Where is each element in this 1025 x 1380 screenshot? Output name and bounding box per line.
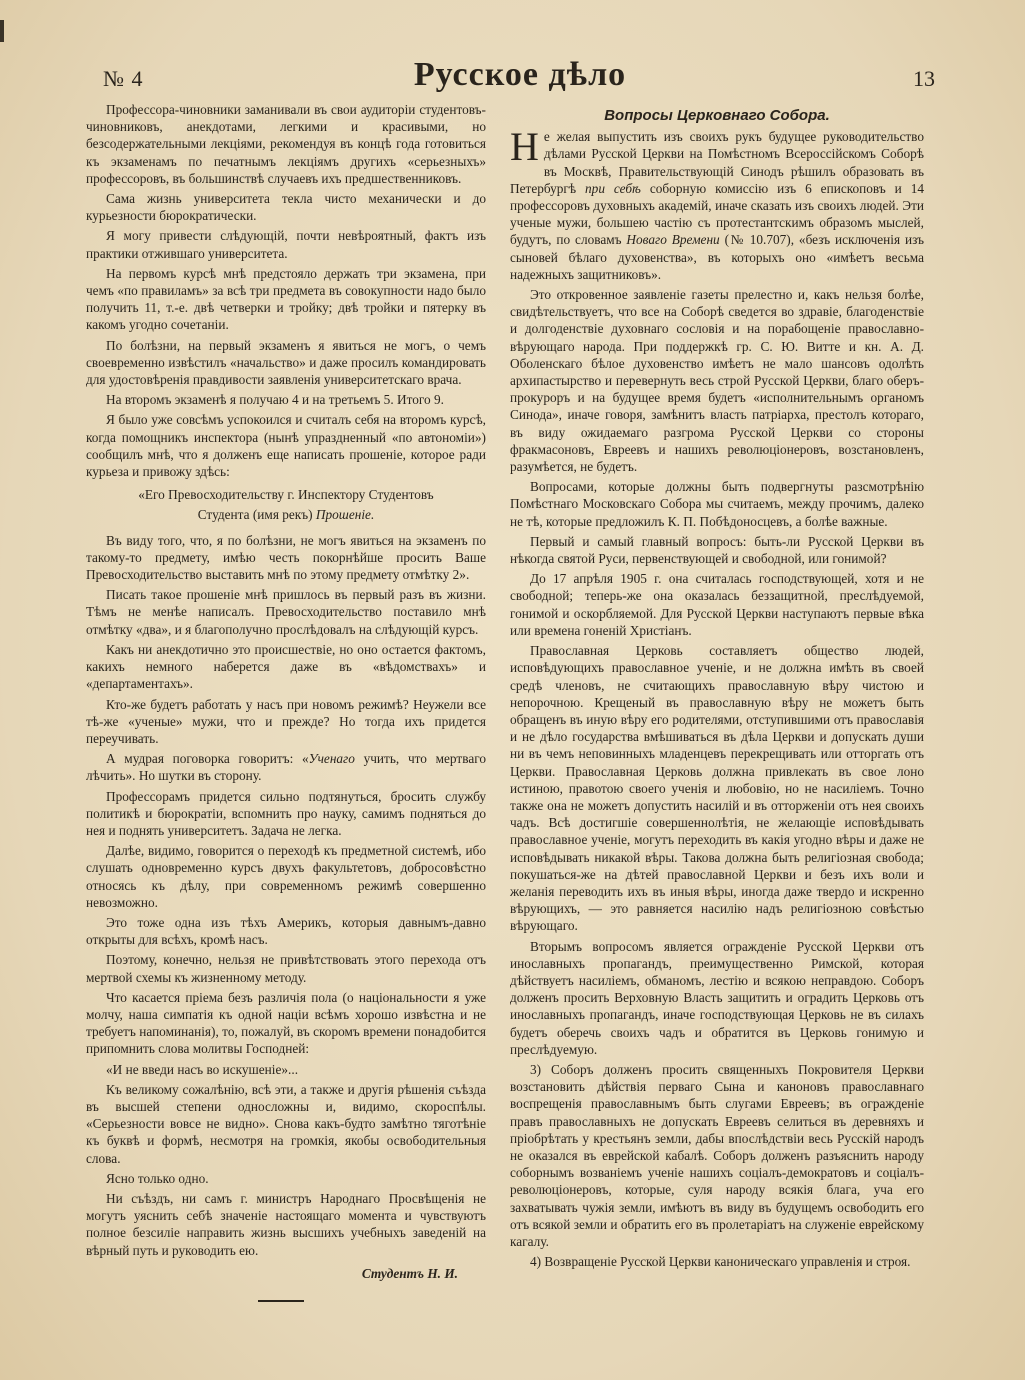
paragraph: Я было уже совсѣмъ успокоился и считалъ себя на второмъ курсѣ, когда помощникъ инспектора (нынѣ упраздненный «по автономіи») сообщилъ мнѣ, что я долженъ еще написать прошеніе, которое ради курьеза и привожу здѣсь: [86, 412, 486, 480]
binding-mark [0, 20, 4, 42]
proverb-text: А мудрая поговорка говоритъ: « [106, 751, 309, 767]
issue-number: № 4 [103, 66, 144, 91]
paragraph: Кто-же будетъ работать у насъ при новомъ режимѣ? Неужели все тѣ-же «ученые» мужи, что и прежде? Но тогда ихъ придется переучивать. [86, 696, 486, 746]
drop-cap: Н [510, 124, 539, 170]
paragraph: Профессорамъ придется сильно подтянуться, бросить службу политикѣ и бюрократіи, вспомнить про науку, самимъ подняться до нея и поднять университетъ. Задача не легка. [86, 788, 486, 838]
divider [258, 1300, 304, 1302]
paragraph: Писать такое прошеніе мнѣ пришлось въ первый разъ въ жизни. Тѣмъ не менѣе написалъ. Превосходительство поставило мнѣ отмѣтку «два», и я благополучно прослѣдовалъ на слѣдующій курсъ. [86, 587, 486, 637]
paragraph: «И не введи насъ во искушеніе»... [106, 1061, 299, 1077]
page-number: 13 [913, 66, 935, 91]
paragraph: Православная Церковь составляетъ общество людей, исповѣдующихъ православное ученіе, и не должна имѣть въ своей средѣ членовъ, не считающихъ православную вѣру чистою и непорочною. Крещеный въ православную вѣру не можетъ быть обращенъ въ иную вѣру его родителями, отступившими отъ православія и не дѣло государства вмѣшиваться въ дѣла Церкви и допускать души ни въ чемъ неповинныхъ младенцевъ перекрещивать или отторгать отъ Церкви. Православная Церковь должна привлекать въ свое лоно истиною, правотою своего ученія и любовію, но не насиліемъ. Точно также она не можетъ допустить насилій и въ отторженіи отъ нея своихъ чадъ. Всѣ достигшіе совершеннолѣтія, не желающіе исповѣдывать православное ученіе, могутъ переходить въ какія угодно вѣры и даже не исповѣдывать никакой вѣры. Такова должна быть религіозная свобода; покушаться-же на дѣтей православной Церкви и безъ ихъ воли и желанія переводить ихъ въ иныя вѣры, иногда даже твердо и искренно вѣрующихъ, — это равняется насилію надъ религіозною совѣстью вѣрующаго. [510, 643, 924, 934]
paragraph: По болѣзни, на первый экзаменъ я явиться не могъ, о чемъ своевременно извѣстилъ «начальство» и даже просилъ командировать для удостовѣренія правдивости заявленія университетскаго врача. [86, 337, 486, 388]
left-column [86, 101, 486, 1302]
paragraph: 4) Возвращеніе Русской Церкви каноническаго управленія и строя. [530, 1254, 911, 1270]
paragraph: Вопросами, которые должны быть подвергнуты разсмотрѣнію Помѣстнаго Московскаго Собора мы считаемъ, между прочимъ, далеко не тѣ, которые предложилъ К. П. Побѣдоносцевъ, а болѣе важные. [510, 479, 924, 529]
paragraph: Сама жизнь университета текла чисто механически и до курьезности бюрократически. [86, 191, 486, 224]
proverb-paragraph [86, 750, 486, 784]
article-title: Вопросы Церковнаго Собора. [604, 107, 830, 124]
paragraph: Это тоже одна изъ тѣхъ Америкъ, которыя давнымъ-давно открыты для всѣхъ, кромѣ насъ. [86, 914, 486, 948]
proverb-italic: Ученаго [308, 751, 355, 767]
paragraph: Къ великому сожалѣнію, всѣ эти, а также и другія рѣшенія съѣзда въ высшей степени односложны и, видимо, скороспѣлы. «Серьезности вовсе не видно». Снова какъ-будто замѣтно тяготѣніе къ буквѣ и формѣ, несмотря на громкія, якобы освободительныя слова. [86, 1081, 486, 1166]
petition-address: «Его Превосходительству г. Инспектору Студентовъ [138, 487, 434, 503]
petition-author: Студента (имя рекъ) [197, 507, 313, 523]
paragraph: Профессора-чиновники заманивали въ свои аудиторіи студентовъ-чиновниковъ, анекдотами, легкими и красивыми, но безсодержательными лекціями, рекомендуя въ концѣ года готовиться къ экзаменамъ по печатнымъ лекціямъ другихъ «серьезныхъ» профессоровъ, въ большинствѣ случаевъ ихъ предшественниковъ. [86, 102, 486, 186]
right-column [510, 101, 924, 1273]
paragraph: Поэтому, конечно, нельзя не привѣтствовать этого перехода отъ мертвой схемы къ жизненному методу. [86, 952, 486, 985]
paragraph: 3) Соборъ долженъ просить священныхъ Покровителя Церкви возстановить дѣйствія перваго Сына и каноновъ православнаго воспрещенія православнымъ быть слугами Евреевъ; въ огражденіе правъ православныхъ не допускать Евреевъ селиться въ деревняхъ и пріобрѣтать у крестьянъ земли, дабы впослѣдствіи весь Русскій народъ не оказался въ еврейской кабалѣ. Соборъ долженъ разъяснить народу соборнымъ возваніемъ ученіе нашихъ соціалъ-демократовъ и соціалъ-революціонеровъ, которые, суля народу всякія блага, уча его захватывать чужія земли, имѣютъ въ виду въ будущемъ освободить его отъ всякой земли и обратить его въ пролетаріатъ на служеніе еврейскому кагалу. [510, 1061, 924, 1249]
paragraph: Далѣе, видимо, говорится о переходѣ къ предметной системѣ, ибо слушать одновременно курсъ двухъ факультетовъ, добросовѣстно относясь къ дѣлу, при современномъ режимѣ совершенно невозможно. [86, 843, 486, 910]
paragraph: Какъ ни анекдотично это происшествіе, но оно остается фактомъ, какихъ немного наберется даже въ «вѣдомствахъ» и «департаментахъ». [86, 641, 486, 692]
paragraph: Я могу привести слѣдующій, почти невѣроятный, фактъ изъ практики отжившаго университета. [86, 228, 486, 261]
paragraph: До 17 апрѣля 1905 г. она считалась господствующей, хотя и не свободной; теперь-же она оказалась беззащитной, преслѣдуемой, гонимой и оскорбляемой. Для Русской Церкви наступаютъ первые вѣка или времена гоненій Христіанъ. [510, 571, 924, 638]
paragraph: На первомъ курсѣ мнѣ предстояло держать три экзамена, при чемъ «по правиламъ» за всѣ три предмета въ совокупности надо было получить 11, т.-е. двѣ четверки и тройку; двѣ тройки и пятерку въ какомъ угодно сочетаніи. [86, 265, 486, 333]
page-header [85, 52, 955, 102]
lead-text: (№ 10.707), «безъ исключенія изъ сыновей бѣлаго духовенства», въ которыхъ оно «имѣетъ весьма надежныхъ защитниковъ». [510, 232, 924, 282]
paragraph: Первый и самый главный вопросъ: быть-ли Русской Церкви въ нѣкогда святой Руси, первенствующей и свободной, или гонимой? [510, 533, 924, 567]
petition-heading [86, 506, 486, 523]
paragraph: Ясно только одно. [106, 1170, 209, 1186]
paragraph: Это откровенное заявленіе газеты прелестно и, какъ нельзя болѣе, свидѣтельствуетъ, что все на Соборѣ сведется во здравіе, благоденствіе и долгоденствіе духовнаго сословія и на порабощеніе православно-вѣрующаго народа. При поддержкѣ гр. С. Ю. Витте и кн. А. Д. Оболенскаго бѣлое духовенство имѣетъ не мало шансовъ одолѣть архипастырство и перевернуть весь строй Русской Церкви, благо оберъ-прокуроръ и на будущее время будетъ «исполнительнымъ органомъ Синода», иначе говоря, замѣнитъ власть патріарха, престолъ котораго, въ виду ожидаемаго разгрома Русской Церкви со стороны фракмасоновъ, Евреевъ и нашихъ революціонеровъ, возстановленъ, разумѣется, не будетъ. [510, 287, 924, 475]
paragraph: Вторымъ вопросомъ является огражденіе Русской Церкви отъ инославныхъ пропагандъ, преимущественно Римской, которая дѣйствуетъ насиліемъ, обманомъ, лестію и всякою неправдою. Соборъ долженъ просить Верховную Власть защитить и оградить Церковь отъ инославныхъ пропагандъ, иначе господствующая Церковь не въ силахъ будетъ оберечь своихъ чадъ и обратится въ Церковь гонимую и преслѣдуемую. [510, 938, 924, 1057]
newspaper-name: Новаго Времени [626, 232, 720, 248]
paragraph: Въ виду того, что, я по болѣзни, не могъ явиться на экзаменъ по такому-то предмету, имѣю честь покорнѣйше просить Ваше Превосходительство выставить мнѣ по этому предмету отмѣтку 2». [86, 532, 486, 583]
petition-word: Прошеніе. [315, 507, 375, 523]
lead-italic: при себѣ [585, 180, 641, 196]
proverb-text: учить, что мертваго лѣчить». Но шутки въ сторону. [86, 751, 486, 784]
signature: Студентъ Н. И. [361, 1265, 458, 1281]
paragraph: Что касается пріема безъ различія пола (о національности я уже молчу, наша симпатія къ одной націи всѣмъ хорошо извѣстна и не требуетъ напоминанія), то, пожалуй, въ скоромъ времени понадобится припомнить слова молитвы Господней: [86, 989, 486, 1057]
lead-text: соборную комиссію изъ 6 епископовъ и 14 профессоровъ духовныхъ академій, иначе сказать изъ своихъ людей. Эти ученые мужи, большею частію съ протестантскимъ образомъ мыслей, будутъ, по словамъ [510, 180, 925, 248]
newspaper-title: Русское дѣло [413, 56, 627, 93]
paragraph: На второмъ экзаменѣ я получаю 4 и на третьемъ 5. Итого 9. [106, 392, 444, 408]
lead-text: е желая выпустить изъ своихъ рукъ будущее руководительство дѣлами Русской Церкви на Помѣстномъ Всероссійскомъ Соборѣ въ Москвѣ, Правительствующій Синодъ рѣшилъ образовать въ Петербургѣ [510, 129, 924, 196]
lead-paragraph [510, 124, 925, 283]
paragraph: Ни съѣздъ, ни самъ г. министръ Народнаго Просвѣщенія не могутъ уяснить себѣ значеніе настоящаго момента и чувствуютъ полное безсиліе направить жизнь высшихъ учебныхъ заведеній на вѣрный путь и руководить ею. [86, 1190, 486, 1258]
